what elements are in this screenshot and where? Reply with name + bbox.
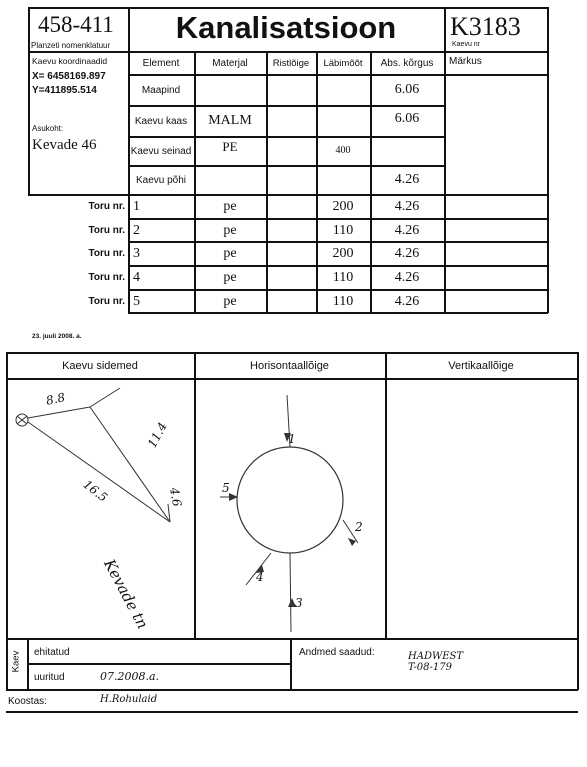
table-row-height: 6.06 [394,82,420,97]
col-header-diameter: Läbimõõt [323,57,363,69]
pipe-num-label: 5 [222,481,230,495]
pipe-number: 4 [133,269,140,285]
col-header-height: Abs. kõrgus [380,57,434,69]
location-value: Kevade 46 [32,137,97,153]
well-id-caption: Kaevu nr [452,41,481,48]
footer-side-label: Kaev [10,650,22,673]
table-row-element: Maapind [141,84,181,96]
pipe-height: 4.26 [394,269,420,285]
street-label: Kevade tn [100,556,152,632]
pipe-num-label: 4 [256,570,264,584]
pipe-height: 4.26 [394,222,420,238]
coords-label: Kaevu koordinaadid [32,56,108,66]
sketch-col-horizontal: Horisontaallõige [250,359,329,372]
built-label: ehitatud [34,647,70,658]
pipe-height: 4.26 [394,293,420,309]
col-header-cross: Ristlõige [272,57,310,69]
table-row-material: PE [222,139,238,154]
pipe-material: pe [223,245,237,261]
pipe-diameter: 110 [332,222,354,238]
pipe-label: Toru nr. [88,201,125,212]
surveyed-label: uuritud [34,672,65,683]
pipe-number: 3 [133,245,140,261]
pipe-material: pe [223,198,237,214]
source-value: HADWEST [408,651,464,662]
pipe-diameter: 110 [332,293,354,309]
pipe-label: Toru nr. [88,248,125,259]
pipe-number: 1 [133,198,140,214]
dist-label: 16.5 [80,477,111,505]
dist-label: 11.4 [144,419,170,451]
pipe-num-label: 3 [295,596,303,610]
map-caption: Planzeti nomenklatuur [31,41,111,50]
col-header-element: Element [142,57,180,69]
author-label: Koostas: [8,696,47,707]
page-title: Kanalisatsioon [175,10,397,45]
pipe-diameter: 110 [332,269,354,285]
dist-label: 4.6 [166,486,185,508]
pipe-height: 4.26 [394,198,420,214]
pipe-number: 2 [133,222,140,238]
location-label: Asukoht: [32,124,64,133]
sketch-col-vertical: Vertikaallõige [448,359,514,372]
pipe-num-label: 2 [355,520,363,534]
dist-label: 8.8 [44,390,67,408]
pipe-material: pe [223,222,237,238]
source-label: Andmed saadud: [299,647,375,658]
pipe-diameter: 200 [332,198,354,214]
pipe-label: Toru nr. [88,272,125,283]
coord-x: X= 6458169.897 [32,71,106,82]
map-code: 458-411 [38,12,114,37]
pipe-material: pe [223,269,237,285]
pipe-diameter: 200 [332,245,354,261]
document-date: 23. juuli 2008. a. [32,333,82,340]
col-header-notes: Märkus [449,55,482,67]
table-row-diameter: 400 [335,144,351,156]
table-row-material: MALM [208,113,252,128]
well-id: K3183 [450,12,521,41]
col-header-material: Materjal [212,57,248,69]
source-value: T-08-179 [408,662,452,673]
sketch-col-links: Kaevu sidemed [62,359,138,372]
table-row-element: Kaevu seinad [130,145,192,157]
table-row-element: Kaevu kaas [134,115,188,127]
pipe-number: 5 [133,293,140,309]
author-value: H.Rohulaid [100,694,158,705]
pipe-label: Toru nr. [88,296,125,307]
coord-y: Y=411895.514 [32,85,97,96]
surveyed-value: 07.2008.a. [100,670,160,683]
pipe-height: 4.26 [394,245,420,261]
table-row-element: Kaevu põhi [135,174,187,186]
pipe-label: Toru nr. [88,225,125,236]
table-row-height: 6.06 [394,111,420,126]
table-row-height: 4.26 [394,172,420,187]
pipe-material: pe [223,293,237,309]
pipe-num-label: 1 [288,432,296,446]
